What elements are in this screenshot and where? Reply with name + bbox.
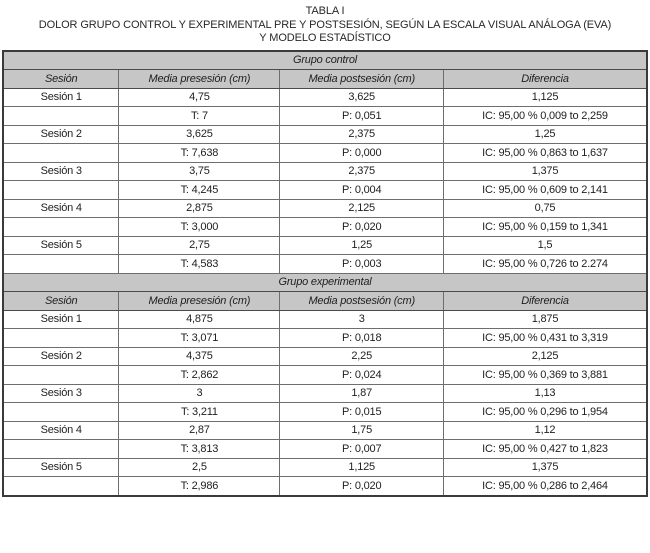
- table-cell: 1,375: [443, 162, 647, 181]
- table-cell: [3, 403, 119, 422]
- table-row: [3, 218, 647, 237]
- table-caption-line2: Y MODELO ESTADÍSTICO: [259, 32, 391, 44]
- table-cell: T: 7,638: [119, 144, 280, 163]
- table-cell: P: 0,007: [280, 440, 444, 459]
- column-header: Sesión: [3, 292, 119, 311]
- column-header: Media presesión (cm): [119, 292, 280, 311]
- table-cell: 3: [119, 384, 280, 403]
- table-cell: T: 4,583: [119, 255, 280, 274]
- statistics-table: [2, 50, 648, 497]
- table-cell: 1,125: [280, 458, 444, 477]
- table-row: [3, 162, 647, 181]
- table-cell: 2,5: [119, 458, 280, 477]
- table-cell: P: 0,003: [280, 255, 444, 274]
- table-cell: 1,125: [443, 88, 647, 107]
- group-banner: Grupo control: [3, 51, 647, 70]
- table-cell: 2,875: [119, 199, 280, 218]
- table-cell: [3, 107, 119, 126]
- table-cell: 1,13: [443, 384, 647, 403]
- table-cell: [3, 329, 119, 348]
- table-cell: T: 3,211: [119, 403, 280, 422]
- table-row: [3, 125, 647, 144]
- table-cell: 1,75: [280, 421, 444, 440]
- table-cell: 1,87: [280, 384, 444, 403]
- table-row: [3, 144, 647, 163]
- table-row: [3, 477, 647, 496]
- table-cell: P: 0,051: [280, 107, 444, 126]
- table-cell: P: 0,020: [280, 477, 444, 496]
- table-row: [3, 310, 647, 329]
- table-row: [3, 255, 647, 274]
- column-header: Media presesión (cm): [119, 70, 280, 89]
- table-cell: Sesión 4: [3, 199, 119, 218]
- table-row: [3, 403, 647, 422]
- table-cell: 2,375: [280, 162, 444, 181]
- table-cell: Sesión 5: [3, 236, 119, 255]
- table-cell: P: 0,000: [280, 144, 444, 163]
- column-header: Diferencia: [443, 70, 647, 89]
- table-cell: 4,375: [119, 347, 280, 366]
- table-cell: 4,875: [119, 310, 280, 329]
- table-cell: P: 0,018: [280, 329, 444, 348]
- table-cell: 2,25: [280, 347, 444, 366]
- table-cell: 0,75: [443, 199, 647, 218]
- table-cell: P: 0,004: [280, 181, 444, 200]
- table-cell: Sesión 4: [3, 421, 119, 440]
- table-cell: T: 3,000: [119, 218, 280, 237]
- table-row: [3, 236, 647, 255]
- table-cell: IC: 95,00 % 0,863 to 1,637: [443, 144, 647, 163]
- table-cell: [3, 218, 119, 237]
- group-banner-row: [3, 273, 647, 292]
- table-row: [3, 384, 647, 403]
- table-cell: [3, 181, 119, 200]
- table-cell: IC: 95,00 % 0,609 to 2,141: [443, 181, 647, 200]
- table-row: [3, 366, 647, 385]
- table-cell: 3,625: [280, 88, 444, 107]
- table-cell: IC: 95,00 % 0,431 to 3,319: [443, 329, 647, 348]
- table-title: [2, 2, 648, 50]
- table-cell: Sesión 1: [3, 88, 119, 107]
- table-cell: 2,375: [280, 125, 444, 144]
- group-banner: Grupo experimental: [3, 273, 647, 292]
- table-cell: IC: 95,00 % 0,296 to 1,954: [443, 403, 647, 422]
- table-cell: Sesión 5: [3, 458, 119, 477]
- table-cell: 4,75: [119, 88, 280, 107]
- group-banner-row: [3, 51, 647, 70]
- table-cell: 1,25: [443, 125, 647, 144]
- table-cell: 3,75: [119, 162, 280, 181]
- table-row: [3, 458, 647, 477]
- table-row: [3, 199, 647, 218]
- table-cell: 2,125: [280, 199, 444, 218]
- column-header: Sesión: [3, 70, 119, 89]
- column-header: Media postsesión (cm): [280, 70, 444, 89]
- table-cell: T: 3,813: [119, 440, 280, 459]
- table-cell: 3,625: [119, 125, 280, 144]
- table-row: [3, 329, 647, 348]
- table-cell: T: 2,862: [119, 366, 280, 385]
- table-row: [3, 181, 647, 200]
- table-number: TABLA I: [305, 5, 345, 17]
- table-row: [3, 421, 647, 440]
- table-cell: Sesión 2: [3, 125, 119, 144]
- table-cell: 1,875: [443, 310, 647, 329]
- table-cell: 2,87: [119, 421, 280, 440]
- table-cell: Sesión 3: [3, 162, 119, 181]
- table-cell: P: 0,020: [280, 218, 444, 237]
- table-cell: 1,375: [443, 458, 647, 477]
- table-cell: [3, 477, 119, 496]
- table-cell: [3, 440, 119, 459]
- table-cell: T: 4,245: [119, 181, 280, 200]
- table-cell: IC: 95,00 % 0,369 to 3,881: [443, 366, 647, 385]
- table-row: [3, 440, 647, 459]
- column-header-row: [3, 70, 647, 89]
- table-cell: [3, 144, 119, 163]
- column-header-row: [3, 292, 647, 311]
- table-cell: 3: [280, 310, 444, 329]
- table-cell: IC: 95,00 % 0,159 to 1,341: [443, 218, 647, 237]
- table-cell: [3, 255, 119, 274]
- table-cell: Sesión 1: [3, 310, 119, 329]
- table-cell: Sesión 3: [3, 384, 119, 403]
- table-cell: IC: 95,00 % 0,726 to 2.274: [443, 255, 647, 274]
- table-cell: P: 0,015: [280, 403, 444, 422]
- table-cell: IC: 95,00 % 0,009 to 2,259: [443, 107, 647, 126]
- table-row: [3, 107, 647, 126]
- table-cell: T: 7: [119, 107, 280, 126]
- table-caption-line1: DOLOR GRUPO CONTROL Y EXPERIMENTAL PRE Y POSTSESIÓN, SEGÚN LA ESCALA VISUAL ANÁLOGA (EVA): [38, 18, 612, 31]
- table-cell: IC: 95,00 % 0,286 to 2,464: [443, 477, 647, 496]
- table-row: [3, 347, 647, 366]
- table-cell: 1,5: [443, 236, 647, 255]
- table-row: [3, 88, 647, 107]
- table-cell: 2,125: [443, 347, 647, 366]
- table-cell: 1,25: [280, 236, 444, 255]
- table-cell: P: 0,024: [280, 366, 444, 385]
- table-cell: IC: 95,00 % 0,427 to 1,823: [443, 440, 647, 459]
- column-header: Media postsesión (cm): [280, 292, 444, 311]
- table-cell: 1,12: [443, 421, 647, 440]
- table-cell: [3, 366, 119, 385]
- table-cell: Sesión 2: [3, 347, 119, 366]
- table-cell: 2,75: [119, 236, 280, 255]
- table-cell: T: 2,986: [119, 477, 280, 496]
- table-cell: T: 3,071: [119, 329, 280, 348]
- column-header: Diferencia: [443, 292, 647, 311]
